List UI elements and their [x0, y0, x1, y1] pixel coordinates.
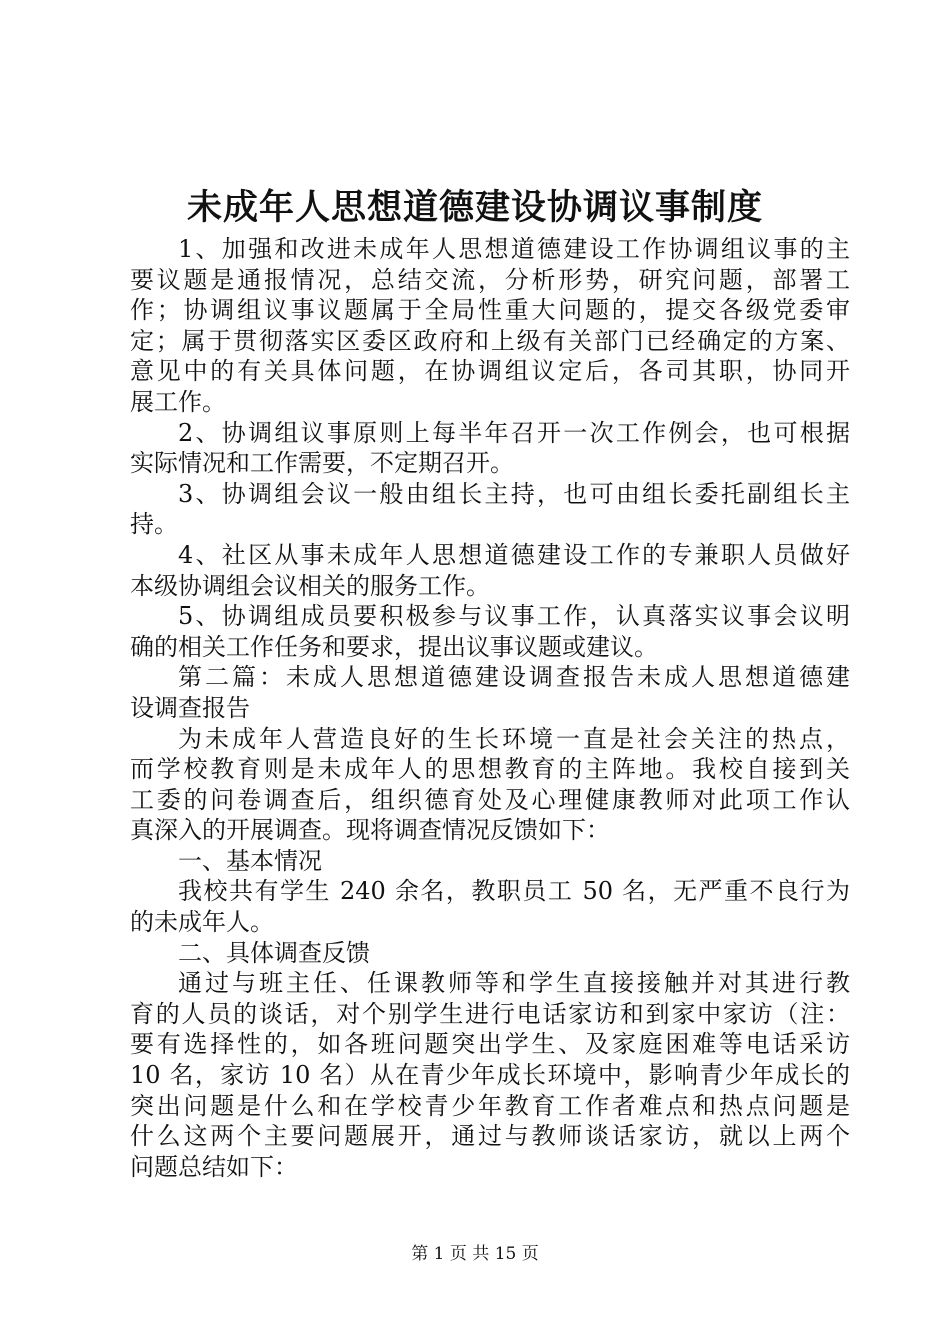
- text-line: 3、协调组会议一般由组长主持，也可由组长委托副组长主: [178, 479, 850, 508]
- text-line: 展工作。: [130, 387, 226, 416]
- text-line: 4、社区从事未成年人思想道德建设工作的专兼职人员做好: [178, 540, 850, 569]
- text-line: 实际情况和工作需要，不定期召开。: [130, 449, 514, 478]
- page-footer: 第 1 页 共 15 页: [411, 1244, 539, 1264]
- text-line: 二、具体调查反馈: [178, 938, 370, 967]
- text-line: 通过与班主任、任课教师等和学生直接接触并对其进行教: [178, 969, 850, 998]
- text-line: 我校共有学生 240 余名，教职员工 50 名，无严重不良行为: [178, 877, 850, 906]
- text-line: 的未成年人。: [130, 908, 274, 937]
- text-line: 1、加强和改进未成年人思想道德建设工作协调组议事的主: [178, 235, 850, 263]
- text-line: 突出问题是什么和在学校青少年教育工作者难点和热点问题是: [130, 1091, 850, 1120]
- text-line: 什么这两个主要问题展开，通过与教师谈话家访，就以上两个: [130, 1122, 850, 1151]
- text-line: 确的相关工作任务和要求，提出议事议题或建议。: [130, 632, 658, 661]
- document-body: [130, 234, 850, 1182]
- text-line: 一、基本情况: [178, 846, 322, 875]
- text-line: 本级协调组会议相关的服务工作。: [130, 571, 490, 600]
- text-line: 育的人员的谈话，对个别学生进行电话家访和到家中家访（注：: [130, 999, 850, 1028]
- text-line: 为未成年人营造良好的生长环境一直是社会关注的热点，: [178, 724, 850, 753]
- text-line: 5、协调组成员要积极参与议事工作，认真落实议事会议明: [178, 602, 850, 631]
- text-line: 问题总结如下：: [130, 1152, 298, 1181]
- text-line: 作；协调组议事议题属于全局性重大问题的，提交各级党委审: [130, 296, 850, 325]
- text-line: 意见中的有关具体问题，在协调组议定后，各司其职，协同开: [130, 357, 850, 386]
- text-line: 要议题是通报情况，总结交流，分析形势，研究问题，部署工: [130, 265, 850, 294]
- text-line: 真深入的开展调查。现将调查情况反馈如下：: [130, 816, 610, 845]
- text-line: 工委的问卷调查后，组织德育处及心理健康教师对此项工作认: [130, 785, 850, 814]
- document-title: 未成年人思想道德建设协调议事制度: [186, 187, 763, 228]
- text-line: 持。: [130, 510, 178, 539]
- text-line: 要有选择性的，如各班问题突出学生、及家庭困难等电话采访: [130, 1030, 850, 1059]
- text-line: 设调查报告: [130, 693, 250, 722]
- text-line: 第二篇：未成人思想道德建设调查报告未成人思想道德建: [178, 663, 850, 692]
- text-line: 2、协调组议事原则上每半年召开一次工作例会，也可根据: [178, 418, 850, 447]
- text-line: 定；属于贯彻落实区委区政府和上级有关部门已经确定的方案、: [130, 326, 850, 355]
- text-line: 10 名，家访 10 名）从在青少年成长环境中，影响青少年成长的: [130, 1061, 850, 1090]
- text-line: 而学校教育则是未成年人的思想教育的主阵地。我校自接到关: [130, 755, 850, 784]
